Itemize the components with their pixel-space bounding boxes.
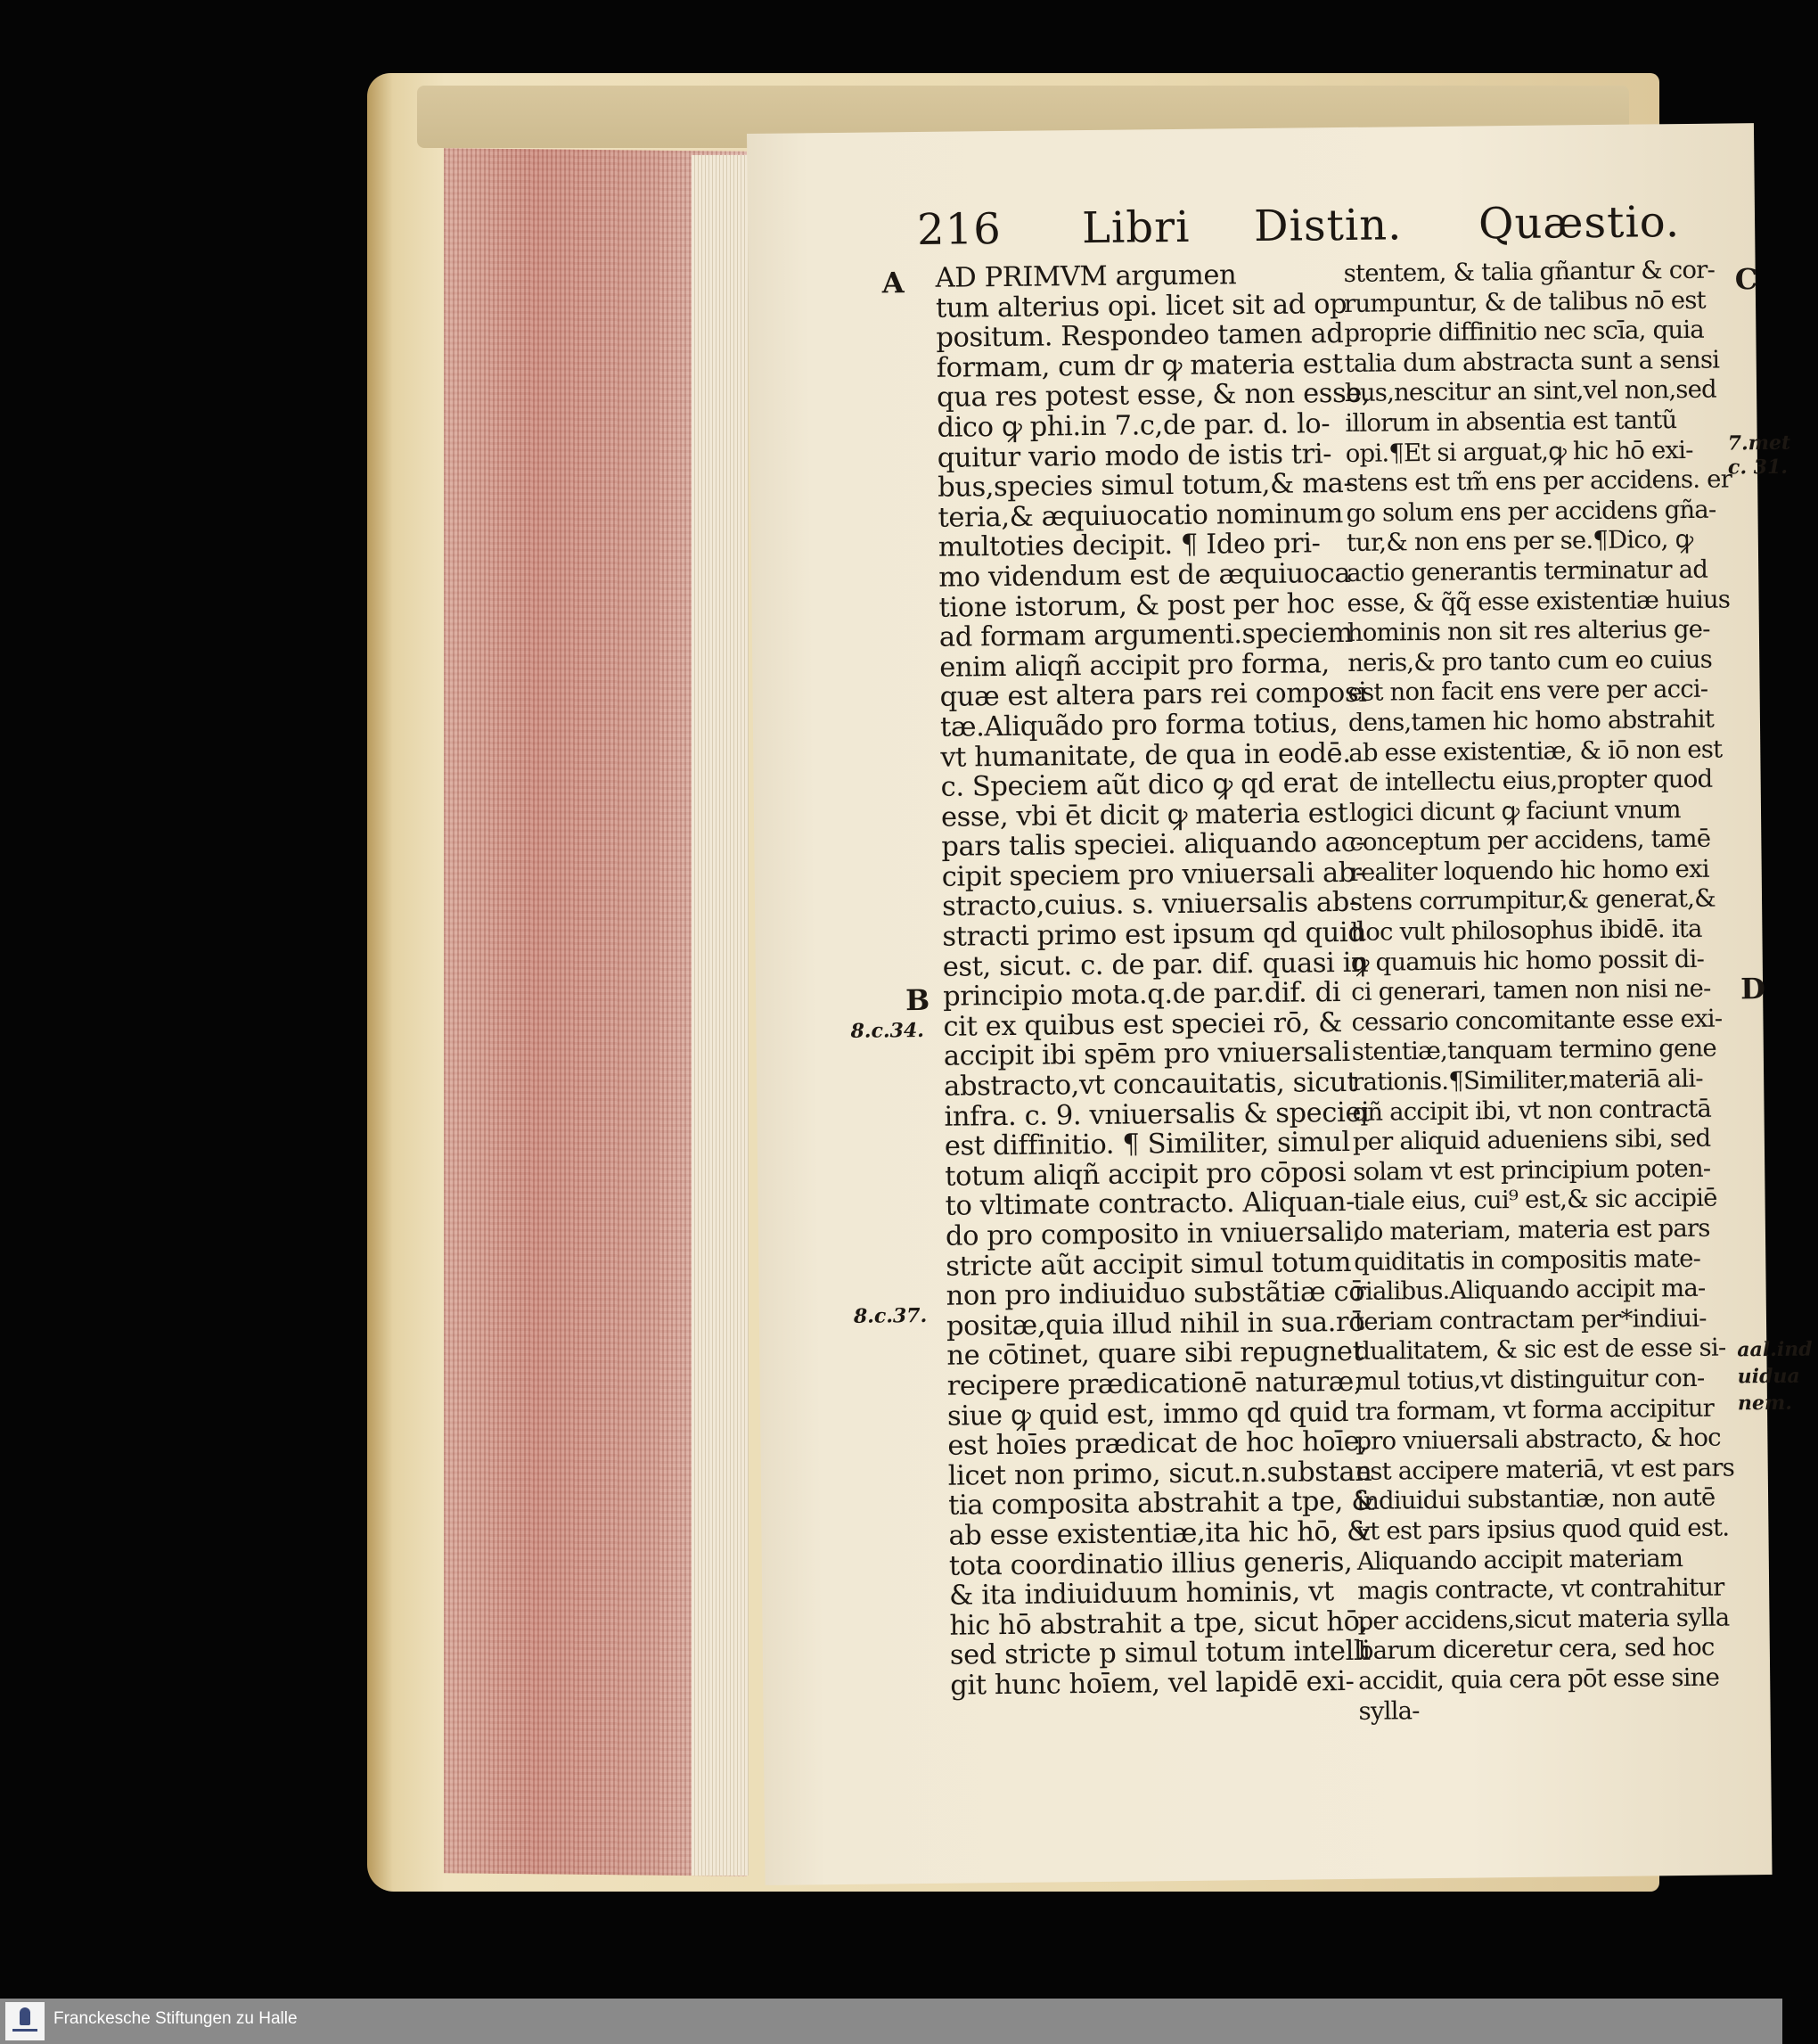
text-line: stricte aũt accipit simul totum <box>946 1246 1352 1283</box>
text-line: tra formam, vt forma accipitur <box>1355 1393 1715 1426</box>
text-line: teria,& æquiuocatio nominum <box>938 497 1344 534</box>
text-line: quæ est altera pars rei composi <box>939 677 1367 714</box>
text-line: per aliquid adueniens sibi, sed <box>1352 1123 1711 1157</box>
text-line: stentem, & talia gñantur & cor- <box>1343 255 1716 288</box>
footer-institution-name: Franckesche Stiftungen zu Halle <box>53 2009 298 2028</box>
section-letter-b: B <box>905 982 930 1018</box>
text-line: stracti primo est ipsum qd quid <box>942 916 1365 953</box>
text-line: conceptum per accidens, tamē <box>1349 825 1711 858</box>
text-line: pars talis speciei. aliquando ac- <box>941 827 1365 864</box>
text-line: infra. c. 9. vniuersalis & speciei <box>944 1096 1370 1133</box>
text-line: do materiam, materia est pars <box>1353 1213 1710 1246</box>
text-line: principio mota.q.de par.dif. di <box>942 977 1341 1013</box>
text-line: licet non primo, sicut.n.substan <box>947 1456 1372 1492</box>
text-line: ab esse existentiæ,ita hic hō, & <box>948 1515 1371 1552</box>
text-line: ne cōtinet, quare sibi repugnet <box>946 1336 1364 1373</box>
text-line: recipere prædicationē naturæ, <box>946 1366 1363 1402</box>
text-line: mul totius,vt distinguitur con- <box>1355 1363 1705 1396</box>
text-line: tæ.Aliquãdo pro forma totius, <box>939 707 1339 743</box>
text-line: opi.¶Et si arguat,ꝙ hic hō exi- <box>1345 435 1693 468</box>
text-line: accidit, quia cera pōt esse sine <box>1358 1662 1720 1695</box>
text-line: indiuidui substantiæ, non autē <box>1355 1483 1716 1516</box>
text-line: est accipere materiā, vt est pars <box>1355 1453 1735 1486</box>
text-line: est non facit ens vere per acci- <box>1347 675 1708 708</box>
text-line: git hunc hoīem, vel lapidē exi- <box>950 1665 1355 1702</box>
text-line: stracto,cuius. s. vniuersalis ab- <box>941 887 1358 923</box>
text-line: accipit ibi spēm pro vniuersali <box>943 1037 1350 1073</box>
text-line: Aliquando accipit materiam <box>1356 1543 1683 1576</box>
text-line: c. Speciem aũt dico ꝙ qd erat <box>940 768 1339 803</box>
text-line: hoc vult philosophus ibidē. ita <box>1350 914 1702 948</box>
text-line: cit ex quibus est speciei rō, & <box>943 1006 1343 1043</box>
text-line: vt humanitate, de qua in eodē. <box>940 737 1351 774</box>
text-line: stentiæ,tanquam termino gene <box>1351 1034 1717 1067</box>
text-line: tur,& non ens per se.¶Dico, ꝙ <box>1346 525 1693 558</box>
text-line: dico ꝙ phi.in 7.c,de par. d. lo- <box>937 408 1331 444</box>
text-line: enim aliqñ accipit pro forma, <box>939 647 1330 684</box>
section-letter-a: A <box>881 266 905 300</box>
text-line: positæ,quia illud nihil in sua.rō <box>946 1306 1365 1342</box>
text-line: actio generantis terminatur ad <box>1347 554 1708 587</box>
text-line: positum. Respondeo tamen ad <box>936 318 1344 354</box>
text-line: neris,& pro tanto cum eo cuius <box>1347 644 1713 677</box>
text-line: mo videndum est de æquiuoca <box>938 557 1351 594</box>
running-title-libri: Libri <box>1081 201 1191 254</box>
text-line: stens est tm̃ ens per accidens. er <box>1345 464 1732 498</box>
text-line: est diffinitio. ¶ Similiter, simul <box>944 1127 1350 1162</box>
text-line: tione istorum, & post per hoc <box>938 587 1335 624</box>
text-line: solam vt est principium poten- <box>1353 1153 1711 1186</box>
running-title-quaestio: Quæstio. <box>1478 197 1681 250</box>
text-line: sylla- <box>1358 1695 1420 1726</box>
text-line: per accidens,sicut materia sylla <box>1357 1603 1730 1636</box>
text-line: logici dicunt ꝙ faciunt vnum <box>1348 794 1681 827</box>
section-letter-d: D <box>1740 972 1766 1006</box>
text-line: est, sicut. c. de par. dif. quasi in <box>942 947 1369 983</box>
text-line: hominis non sit res alterius ge- <box>1347 614 1710 648</box>
text-line: & ita indiuiduum hominis, vt <box>949 1576 1335 1612</box>
text-line: pro vniuersali abstracto, & hoc <box>1355 1423 1721 1457</box>
text-line: rumpuntur, & de talibus nō est <box>1343 285 1707 318</box>
text-line: tota coordinatio illius generis, <box>948 1546 1353 1582</box>
text-line: qñ accipit ibi, vt non contractā <box>1352 1094 1712 1127</box>
text-line: bus,nescitur an sint,vel non,sed <box>1344 374 1717 408</box>
text-line: go solum ens per accidens gña- <box>1346 495 1716 528</box>
text-line: qua res potest esse, & non esse, <box>936 378 1371 415</box>
text-line: realiter loquendo hic homo exi <box>1349 854 1709 887</box>
running-title-distin: Distin. <box>1253 200 1403 252</box>
text-line: non pro indiuiduo substãtiæ cō <box>946 1276 1365 1312</box>
margin-note-ref-4: c. 31. <box>1727 455 1789 480</box>
margin-note-ref-2: 8.c.37. <box>853 1303 928 1328</box>
page-stack-edge <box>692 155 749 1876</box>
text-line: ab esse existentiæ, & iō non est <box>1348 735 1723 768</box>
text-line: siue ꝙ quid est, immo qd quid <box>946 1396 1349 1432</box>
text-line: abstracto,vt concauitatis, sicut <box>944 1066 1358 1103</box>
text-line: esse, & q̃q̃ esse existentiæ huius <box>1347 585 1731 618</box>
institution-logo-icon <box>5 2002 45 2040</box>
text-line: AD PRIMVM argumen <box>935 259 1237 294</box>
text-line: tum alterius opi. licet sit ad op <box>935 288 1347 324</box>
margin-note-ref-5: aal.ind <box>1737 1337 1813 1362</box>
text-line: dualitatem, & sic est de esse si- <box>1355 1333 1726 1367</box>
text-line: est hoīes prædicat de hoc hoīe, <box>947 1425 1368 1462</box>
text-column-right <box>1344 255 1751 1727</box>
text-line: barum diceretur cera, sed hoc <box>1357 1633 1715 1666</box>
text-line: multoties decipit. ¶ Ideo pri- <box>938 528 1321 564</box>
margin-note-ref-7: nem. <box>1737 1391 1793 1416</box>
text-line: ꝙ quamuis hic homo possit di- <box>1350 944 1705 977</box>
margin-note-ref-1: 8.c.34. <box>850 1018 924 1043</box>
text-line: stens corrumpitur,& generat,& <box>1349 884 1716 917</box>
text-line: bus,species simul totum,& ma- <box>937 468 1353 504</box>
text-line: hic hō abstrahit a tpe, sicut hō, <box>949 1605 1368 1642</box>
section-letter-c: C <box>1734 262 1758 297</box>
text-line: de intellectu eius,propter quod <box>1348 764 1713 798</box>
text-line: do pro composito in vniuersali, <box>945 1216 1362 1252</box>
text-line: esse, vbi ēt dicit ꝙ materia est <box>940 797 1348 833</box>
footer-bar <box>0 1999 1782 2044</box>
margin-note-ref-3: 7.met <box>1727 431 1791 456</box>
page-number: 216 <box>916 204 1003 256</box>
text-line: vt est pars ipsius quod quid est. <box>1356 1513 1730 1546</box>
text-line: teriam contractam per*indiui- <box>1354 1303 1707 1336</box>
text-line: rationis.¶Similiter,materiā ali- <box>1352 1063 1703 1096</box>
text-line: dens,tamen hic homo abstrahit <box>1347 704 1715 737</box>
book-page <box>747 123 1813 1885</box>
margin-note-ref-6: uidua <box>1737 1364 1800 1389</box>
text-line: cessario concomitante esse exi- <box>1351 1004 1723 1037</box>
text-line: quitur vario modo de istis tri- <box>937 438 1332 474</box>
text-column-left <box>935 259 1376 1702</box>
text-line: formam, cum dr ꝙ materia est <box>936 348 1343 384</box>
text-line: tiale eius, cui⁹ est,& sic accipiē <box>1353 1184 1717 1217</box>
text-line: totum aliqñ accipit pro cōposi <box>945 1156 1347 1193</box>
text-line: illorum in absentia est tantũ <box>1345 406 1677 438</box>
text-line: ad formam argumenti.speciem <box>938 618 1353 653</box>
text-line: rialibus.Aliquando accipit ma- <box>1354 1273 1706 1307</box>
text-line: talia dum abstracta sunt a sensi <box>1344 345 1720 378</box>
text-line: quiditatis in compositis mate- <box>1354 1244 1701 1276</box>
text-line: cipit speciem pro vniuersali ab- <box>941 857 1365 893</box>
text-line: proprie diffinitio nec scīa, quia <box>1344 315 1705 349</box>
text-line: tia composita abstrahit a tpe, & <box>947 1486 1376 1523</box>
text-line: sed stricte p simul totum intelli <box>949 1636 1371 1672</box>
text-line: ci generari, tamen non nisi ne- <box>1350 973 1711 1007</box>
text-line: to vltimate contracto. Aliquan- <box>945 1186 1355 1223</box>
text-line: magis contracte, vt contrahitur <box>1356 1572 1724 1606</box>
